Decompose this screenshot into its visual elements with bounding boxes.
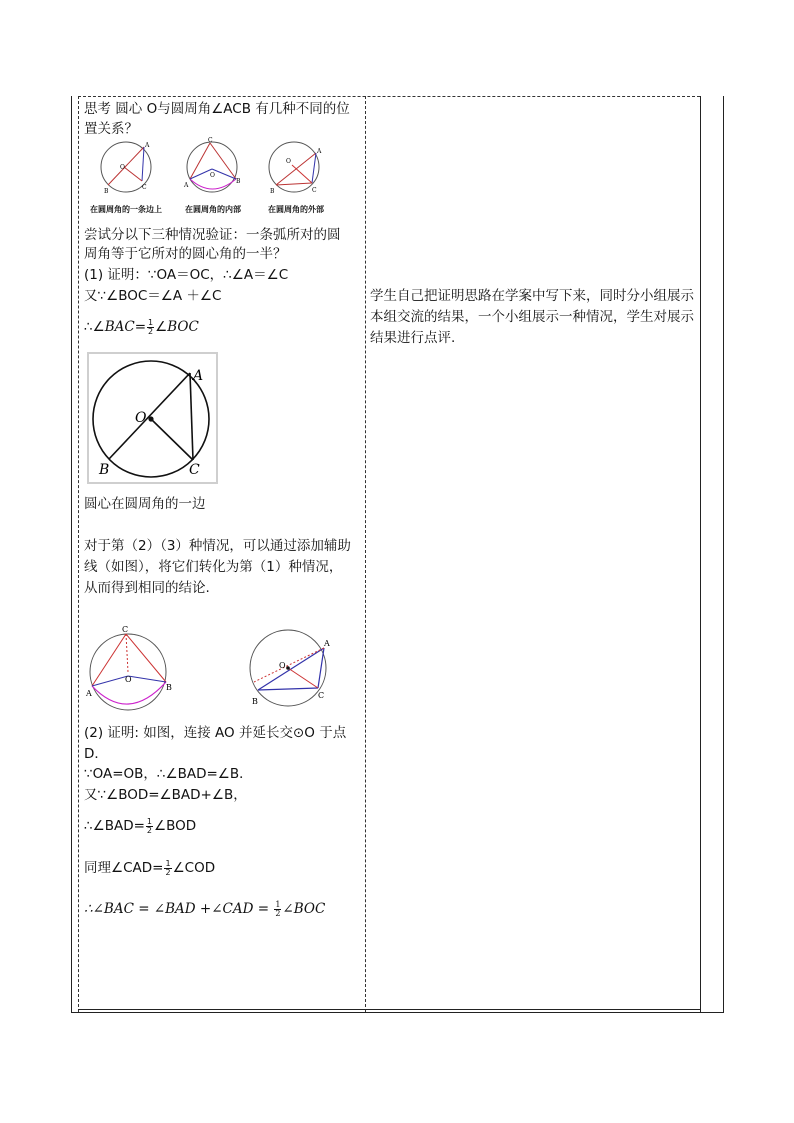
label-c: C [189, 462, 200, 478]
small-label-c2: C [208, 137, 213, 144]
student-activity-note: 学生自己把证明思路在学案中写下来，同时分小组展示本组交流的结果，一个小组展示一种情况，学生对展示结果进行点评. [370, 288, 694, 346]
small-label-a2: A [184, 182, 189, 189]
column-divider-left [78, 96, 79, 1012]
aux2-label-o: O [279, 661, 286, 670]
aux2-label-c: C [318, 691, 325, 700]
angle-boc: BOC [167, 319, 199, 335]
bad-eq: ∴∠BAD= [84, 818, 145, 834]
small-figure-outside [262, 137, 327, 197]
column-divider-middle [365, 96, 366, 1012]
cases-line3: 从而得到相同的结论. [84, 580, 210, 596]
small-label-b2: B [236, 178, 241, 185]
bac-sum: ∴∠BAC = ∠BAD +∠CAD = [84, 901, 274, 917]
small-caption-outside: 在圆周角的外部 [268, 205, 324, 214]
small-figure-on-edge [96, 137, 161, 197]
proof2-line1: (2) 证明: 如图，连接 AO 并延长交⊙O 于点 [84, 725, 347, 741]
think-question-line1: 思考 圆心 O与圆周角∠ACB 有几种不同的位 [84, 101, 350, 117]
small-label-a: A [145, 142, 150, 149]
cod: ∠COD [172, 860, 216, 876]
bod: ∠BOD [154, 818, 197, 834]
small-caption-inside: 在圆周角的内部 [185, 205, 241, 214]
small-caption-edge: 在圆周角的一条边上 [90, 205, 162, 214]
proof2-line4: 又∵∠BOD=∠BAD+∠B， [84, 787, 247, 803]
proof2-line2: D． [84, 746, 108, 762]
aux1-label-a: A [86, 689, 92, 698]
try-line2: 周角等于它所对的圆心角的一半？ [84, 246, 287, 262]
small-label-c3: C [312, 187, 317, 194]
aux1-label-b: B [166, 683, 172, 692]
aux2-label-b: B [252, 697, 258, 706]
proof2-line5 [84, 816, 196, 836]
angle-symbol: ∠ [155, 319, 168, 335]
small-label-c: C [142, 184, 147, 191]
fraction-half-3: $\frac{1}{2}$ [165, 858, 171, 877]
table-bottom-border [78, 1009, 700, 1010]
proof2-line3: ∵OA=OB，∴∠BAD=∠B． [84, 766, 253, 782]
column-divider-right [700, 96, 701, 1012]
aux1-label-c: C [122, 625, 129, 634]
try-line1: 尝试分以下三种情况验证：一条弧所对的圆 [84, 227, 341, 243]
main-circle-figure [87, 352, 218, 484]
equals-sign: = [134, 319, 147, 335]
small-label-a3: A [317, 148, 322, 155]
caption-center-on-edge: 圆心在圆周角的一边 [84, 496, 206, 512]
label-a: A [193, 368, 204, 384]
therefore-angle: ∴∠ [84, 319, 105, 335]
small-label-b: B [104, 188, 109, 195]
small-label-b3: B [270, 188, 275, 195]
proof1-line2: 又∵∠BOC＝∠A ＋∠C [84, 288, 222, 304]
label-o: O [135, 410, 147, 426]
cad-eq: 同理∠CAD= [84, 860, 164, 876]
cases-line2: 线（如图），将它们转化为第（1）种情况， [84, 559, 343, 575]
proof2-line6 [84, 858, 215, 878]
aux-figure-inside [84, 624, 176, 714]
proof1-line1: (1) 证明：∵OA＝OC，∴∠A＝∠C [84, 267, 289, 283]
fraction-half: $\frac{1}{2}$ [148, 317, 154, 336]
label-b: B [99, 462, 110, 478]
cases-line1: 对于第（2）（3）种情况，可以通过添加辅助 [84, 538, 351, 554]
small-figure-inside [180, 137, 245, 197]
small-label-o: O [120, 164, 125, 171]
fraction-half-4: $\frac{1}{2}$ [275, 900, 281, 918]
proof1-line3 [84, 317, 199, 337]
proof2-line7 [84, 899, 325, 919]
angle-bac: BAC [104, 319, 135, 335]
think-question-line2: 置关系？ [84, 121, 138, 137]
aux1-label-o: O [125, 675, 132, 684]
small-label-o3: O [286, 158, 291, 165]
aux2-label-a: A [324, 639, 330, 648]
small-label-o2: O [210, 172, 215, 179]
fraction-half-2: $\frac{1}{2}$ [146, 816, 152, 835]
table-top-border [78, 96, 700, 97]
aux-figure-outside [246, 624, 336, 712]
boc: ∠BOC [282, 901, 326, 917]
